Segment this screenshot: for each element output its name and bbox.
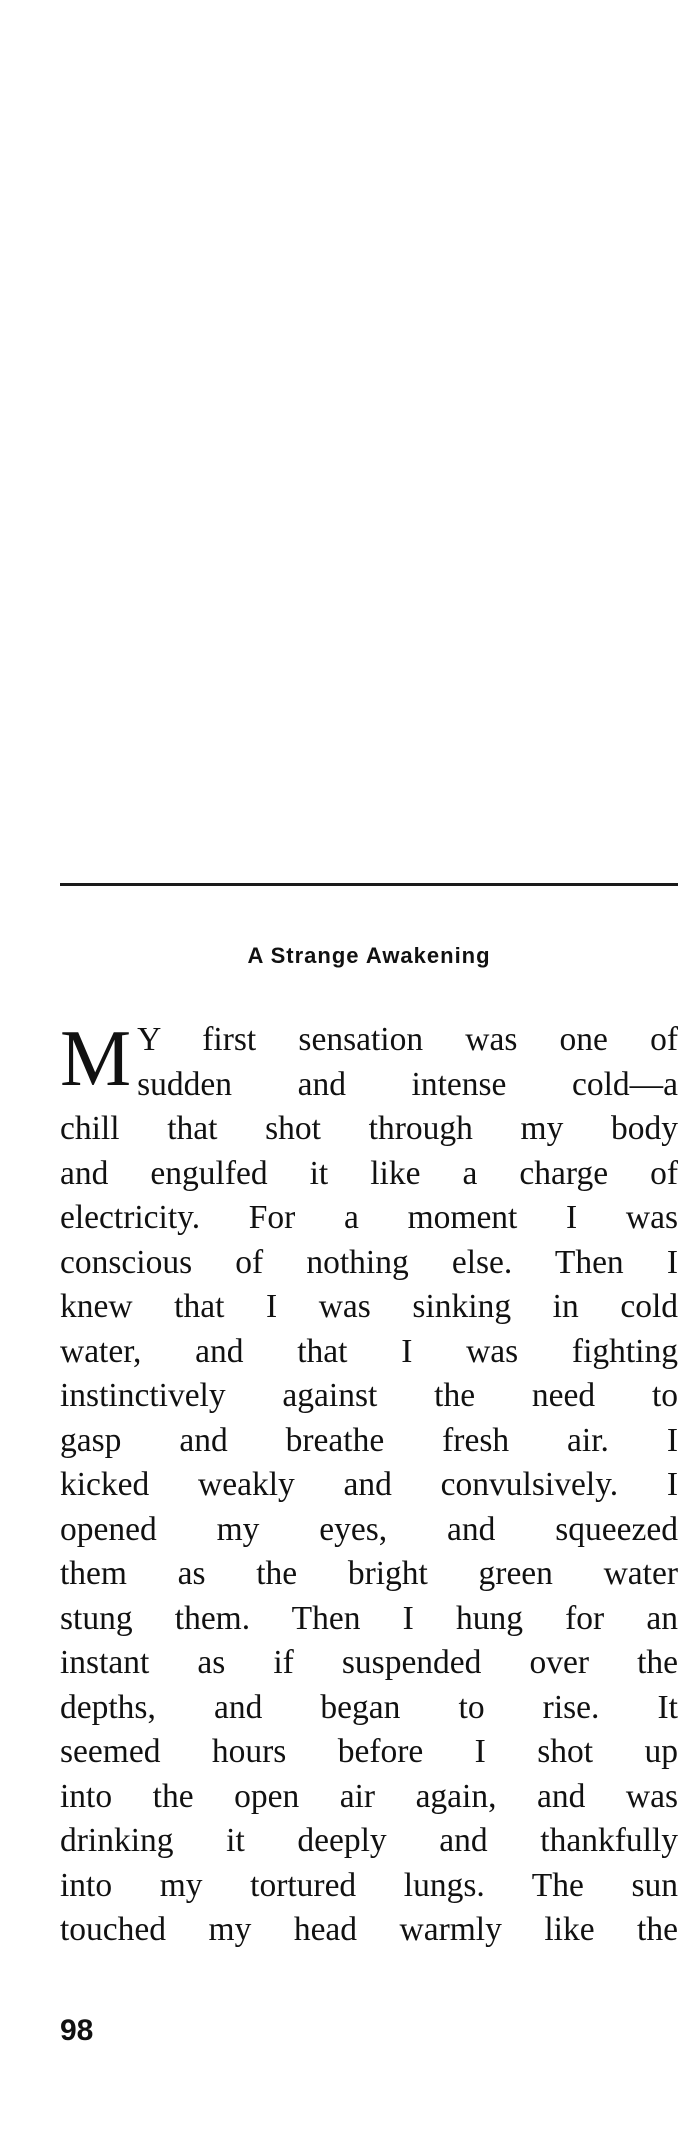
text-line: and engulfed it like a charge of [60, 1154, 678, 1192]
text-line: opened my eyes, and squeezed [60, 1510, 678, 1548]
text-line: depths, and began to rise. It [60, 1688, 678, 1726]
text-line: drinking it deeply and thankfully [60, 1822, 678, 1859]
text-line: conscious of nothing else. Then I [60, 1243, 678, 1281]
text-line: instinctively against the need to [60, 1377, 678, 1414]
page-number: 98 [60, 2014, 94, 2047]
text-line: chill that shot through my body [60, 1110, 678, 1147]
text-line: gasp and breathe fresh air. I [60, 1421, 678, 1459]
text-line: kicked weakly and convulsively. I [60, 1466, 678, 1503]
section-heading: A Strange Awakening [247, 943, 491, 968]
text-line: into my tortured lungs. The sun [60, 1866, 678, 1904]
text-line: touched my head warmly like the [60, 1911, 678, 1948]
text-line: knew that I was sinking in cold [60, 1288, 678, 1325]
text-line: water, and that I was fighting [60, 1332, 678, 1370]
text-line: them as the bright green water [60, 1555, 678, 1592]
opening-block [60, 1018, 678, 1107]
text-line: sudden and intense cold—a [137, 1065, 678, 1103]
body-text [60, 1018, 678, 1953]
text-line: instant as if suspended over the [60, 1644, 678, 1681]
text-line: stung them. Then I hung for an [60, 1599, 678, 1637]
text-line: seemed hours before I shot up [60, 1733, 678, 1770]
text-line: electricity. For a moment I was [60, 1199, 678, 1236]
text-line: into the open air again, and was [60, 1777, 678, 1815]
drop-cap: M [60, 1018, 132, 1103]
text-line: Y first sensation was one of [137, 1021, 678, 1058]
header-rule [60, 883, 678, 886]
